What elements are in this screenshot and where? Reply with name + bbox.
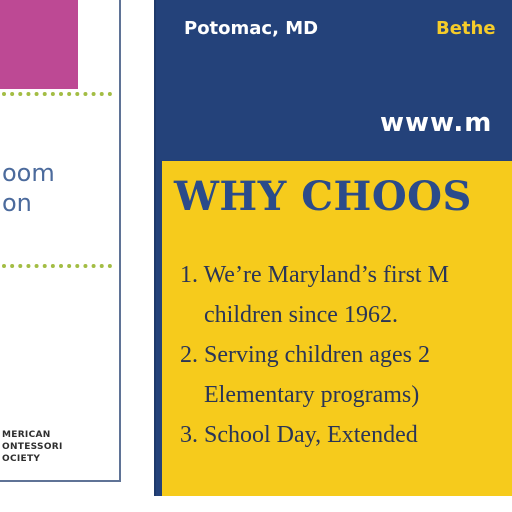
reason-number: 1. xyxy=(180,262,198,288)
dotted-divider-bottom xyxy=(2,264,112,268)
reasons-list xyxy=(180,255,449,455)
american-montessori-society-logo: MERICAN ONTESSORI OCIETY xyxy=(2,430,63,464)
reason-text: Serving children ages 2 xyxy=(204,342,430,368)
why-choose-box xyxy=(162,161,512,496)
list-item xyxy=(180,335,449,375)
why-choose-heading: WHY CHOOS xyxy=(174,173,472,220)
reason-number: 2. xyxy=(180,342,198,368)
reason-text: School Day, Extended xyxy=(204,422,418,448)
magenta-header-block xyxy=(0,0,78,89)
left-flyer-card xyxy=(0,0,121,482)
dotted-divider-top xyxy=(2,92,112,96)
website-url[interactable]: www.m xyxy=(380,108,493,138)
list-item-continuation: Elementary programs) xyxy=(204,382,420,408)
classroom-text: oom on xyxy=(2,159,55,217)
list-item xyxy=(180,255,449,295)
page-bottom-margin xyxy=(0,496,512,512)
list-item xyxy=(180,415,449,455)
list-item-continuation: children since 1962. xyxy=(204,302,398,328)
reason-number: 3. xyxy=(180,422,198,448)
location-potomac: Potomac, MD xyxy=(184,18,319,39)
location-bethesda: Bethe xyxy=(436,18,496,39)
right-flyer-panel xyxy=(154,0,512,500)
reason-text: We’re Maryland’s first M xyxy=(203,262,449,288)
